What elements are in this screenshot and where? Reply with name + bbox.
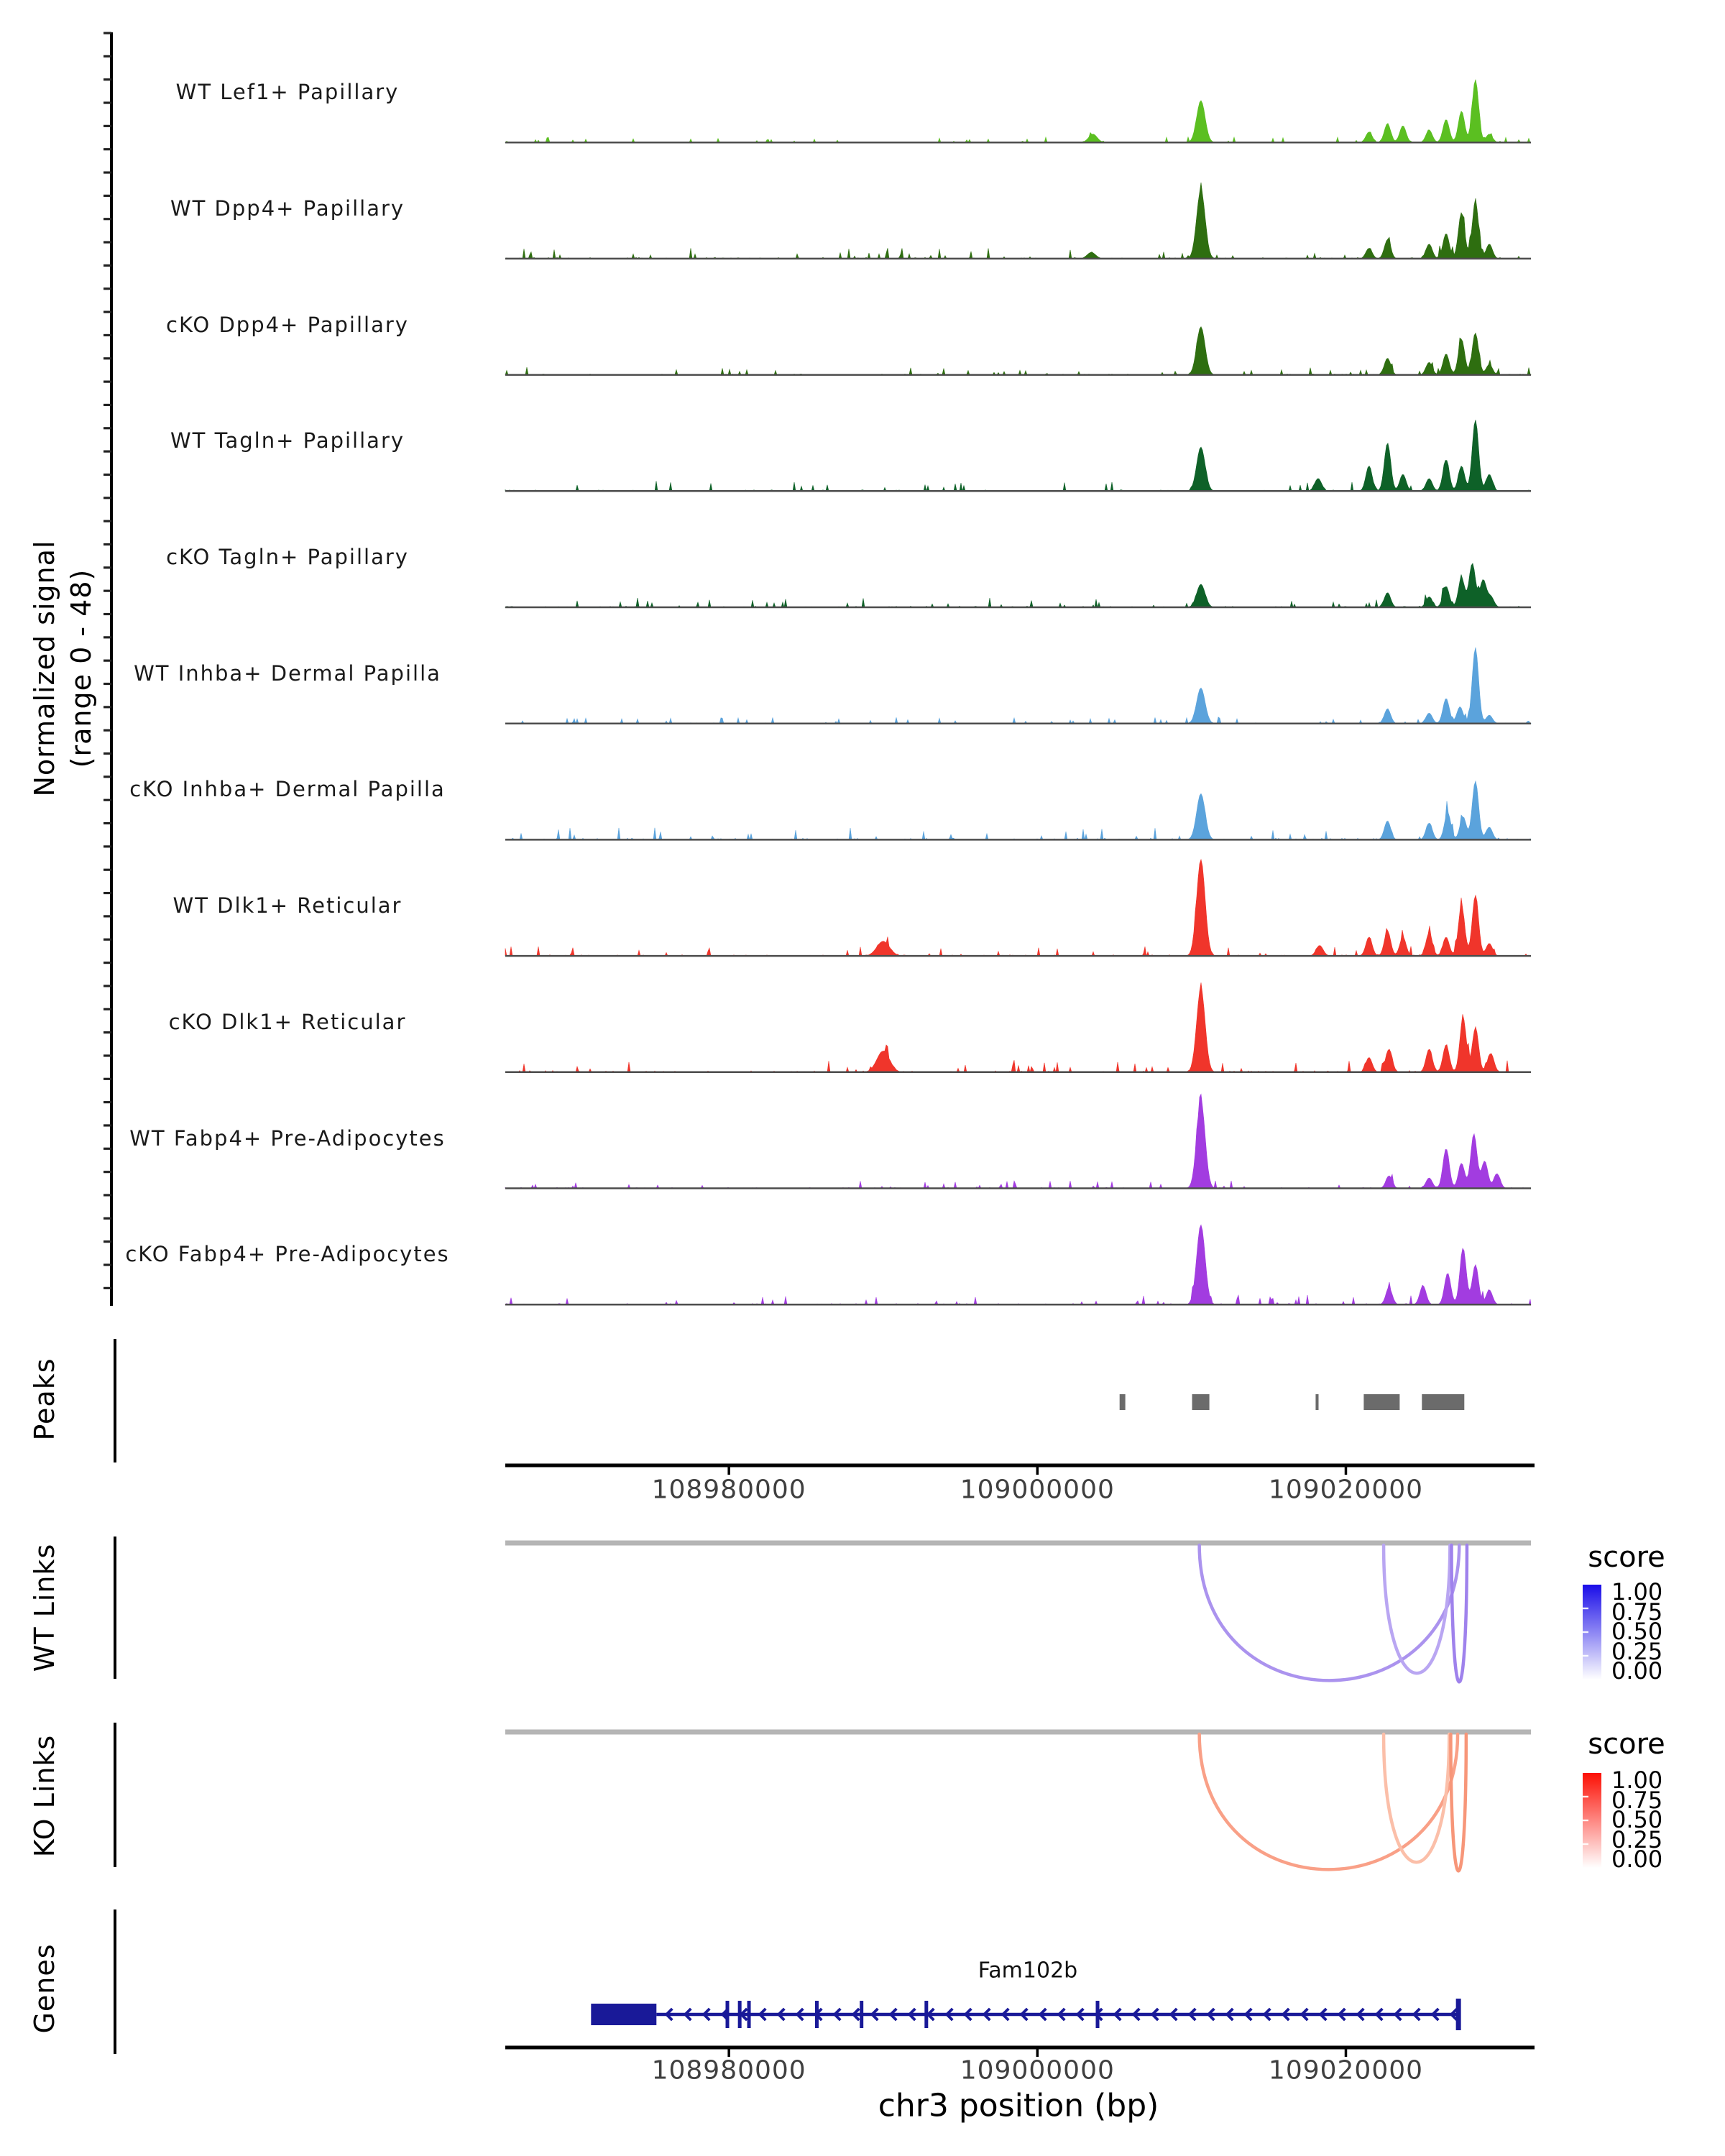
wt-score-tick-label: 0.50 (1611, 1618, 1663, 1645)
x-axis-label: chr3 position (bp) (878, 2087, 1159, 2124)
track-label: WT Dlk1+ Reticular (172, 893, 402, 918)
ko-score-tick-label: 1.00 (1611, 1766, 1663, 1794)
section-label-genes: Genes (29, 1943, 60, 2034)
track-label: cKO Tagln+ Papillary (166, 545, 409, 569)
track-label: cKO Dpp4+ Papillary (166, 312, 409, 337)
x-tick-label-genes-axis: 108980000 (651, 2055, 806, 2086)
track-label: WT Lef1+ Papillary (175, 80, 400, 105)
y-axis-label-line2: (range 0 - 48) (65, 568, 97, 768)
track-label: cKO Dlk1+ Reticular (168, 1009, 407, 1034)
x-tick-label-peaks-axis: 108980000 (651, 1475, 806, 1505)
x-tick-label-genes-axis: 109020000 (1268, 2055, 1424, 2086)
wt-score-tick-label: 1.00 (1611, 1578, 1663, 1606)
ko-score-legend-title: score (1588, 1728, 1665, 1761)
x-tick-label-genes-axis: 109000000 (960, 2055, 1115, 2086)
gene-name-label: Fam102b (978, 1958, 1078, 1984)
ko-score-tick-label: 0.00 (1611, 1846, 1663, 1873)
track-label: WT Inhba+ Dermal Papilla (134, 660, 441, 686)
section-label-ko-links: KO Links (29, 1734, 60, 1858)
wt-score-tick-label: 0.25 (1611, 1637, 1663, 1665)
x-tick-label-peaks-axis: 109000000 (960, 1475, 1115, 1505)
track-label: cKO Inhba+ Dermal Papilla (129, 777, 446, 802)
y-axis-label-line1: Normalized signal (29, 540, 60, 797)
section-label-peaks: Peaks (29, 1358, 60, 1441)
ko-score-tick-label: 0.50 (1611, 1806, 1663, 1833)
ko-score-tick-label: 0.25 (1611, 1825, 1663, 1853)
track-label: WT Dpp4+ Papillary (170, 195, 405, 221)
track-label: WT Fabp4+ Pre-Adipocytes (129, 1125, 446, 1151)
wt-score-legend-title: score (1588, 1541, 1665, 1574)
track-label: cKO Fabp4+ Pre-Adipocytes (125, 1242, 450, 1267)
wt-score-tick-label: 0.75 (1611, 1598, 1663, 1626)
section-label-wt-links: WT Links (29, 1543, 60, 1672)
track-label: WT Tagln+ Papillary (170, 428, 405, 453)
wt-score-tick-label: 0.00 (1611, 1657, 1663, 1685)
ko-score-tick-label: 0.75 (1611, 1786, 1663, 1814)
x-tick-label-peaks-axis: 109020000 (1268, 1475, 1424, 1505)
